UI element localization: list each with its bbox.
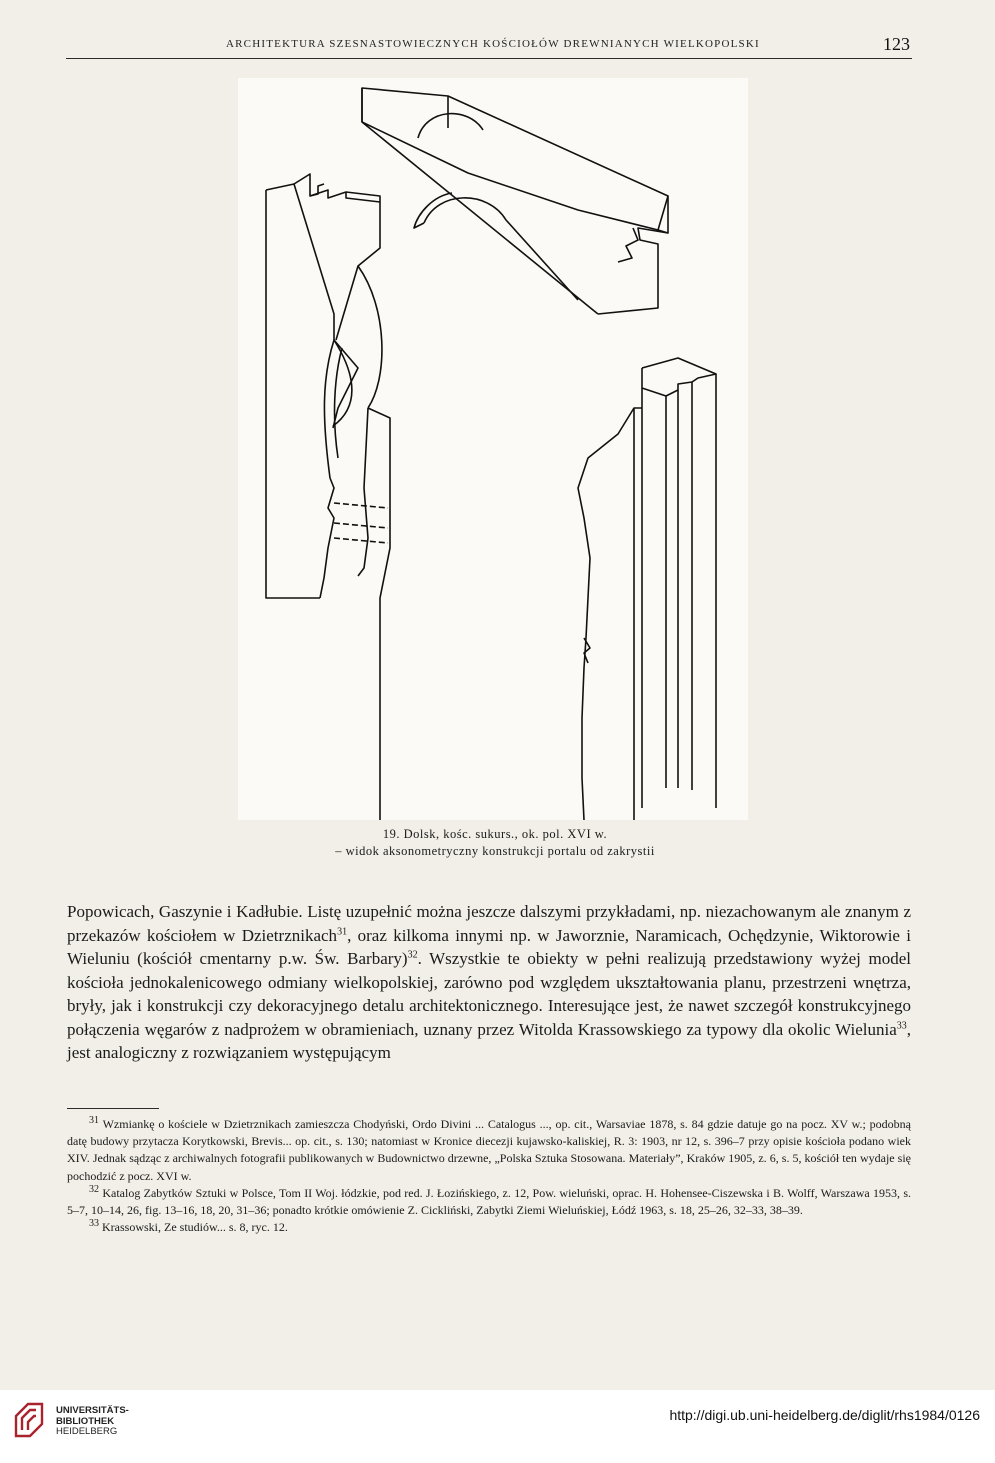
viewer-footer	[0, 1390, 995, 1463]
logo-line-2: BIBLIOTHEK	[56, 1415, 115, 1427]
portal-axonometric-drawing	[238, 78, 748, 820]
left-doorpost	[266, 174, 390, 820]
footnote-number: 32	[89, 1183, 99, 1195]
running-title: ARCHITEKTURA SZESNASTOWIECZNYCH KOŚCIOŁÓW DREWNIANYCH WIELKOPOLSKI	[226, 38, 760, 50]
running-head	[66, 36, 912, 59]
body-text-run: , jest analogiczny z rozwiązaniem występującym	[67, 1019, 911, 1062]
lintel-beam	[362, 88, 668, 314]
footnote-number: 31	[89, 1115, 99, 1126]
library-logo-text	[56, 1406, 129, 1438]
figure-drawing	[238, 78, 748, 820]
footnote-ref: 31	[337, 925, 348, 937]
footnote-31	[67, 1116, 911, 1185]
body-paragraph	[67, 900, 911, 1065]
logo-line-1: UNIVERSITÄTS-	[56, 1405, 129, 1416]
figure-caption	[240, 826, 750, 860]
body-text	[67, 900, 911, 1065]
footnote-text: Krassowski, Ze studiów... s. 8, ryc. 12.	[102, 1220, 288, 1235]
right-doorpost	[578, 358, 716, 820]
footnote-text: Katalog Zabytków Sztuki w Polsce, Tom II Woj. łódzkie, pod red. J. Łozińskiego, z. 12, Pow. wieluński, oprac. H. Hohensee-Ciszewska i B. Wolff, Warszawa 1953, s. 5–7, 10–14, 26, fig. 13–16, 18, 20, 31–36; ponadto krótkie omówienie Z. Cickliński, Zabytki Ziemi Wieluńskiej, Łódź 1963, s. 18, 25–26, 32–33, 38–39.	[67, 1185, 911, 1218]
body-text-run: . Wszystkie te obiekty w pełni realizują przedstawiony wyżej model kościoła jednokalenicowego odmiany wielkopolskiej, zarówno pod względem ukształtowania planu, przestrzeni wnętrza, bryły, jak i konstrukcji czy dekoracyjnego detalu architektonicznego. Interesujące jest, że nawet szczegół konstrukcyjnego połączenia węgarów z nadprożem w obramieniach, uznany przez Witolda Krassowskiego za typowy dla okolic Wielunia	[67, 949, 911, 1039]
footnote-number: 33	[89, 1218, 99, 1230]
university-library-logo-icon	[12, 1402, 46, 1438]
footnote-ref: 33	[896, 1019, 907, 1031]
logo-line-3: HEIDELBERG	[56, 1426, 118, 1437]
footnote-text: Wzmiankę o kościele w Dzietrznikach zamieszcza Chodyński, Ordo Divini ... Catalogus ..., op. cit., Warsaviae 1878, s. 84 gdzie datuje go na pocz. XV w.; podobną datę budowy przytacza Korytkowski, Brevis... op. cit., s. 130; natomiast w Kronice diecezji kujawsko-kaliskiej, R. 3: 1903, nr 12, s. 396–7 przy opisie kościoła podano wiek XIV. Jednak sądząc z archiwalnych fotografii publikowanych w Budownictwo drzewne, „Polska Sztuka Stosowana. Materiały”, Kraków 1905, z. 6, s. 5, kościół ten wydaje się pochodzić z pocz. XVI w.	[67, 1117, 911, 1183]
footnote-33	[67, 1219, 911, 1236]
footnote-ref: 32	[407, 949, 418, 961]
caption-line-1: 19. Dolsk, kośc. sukurs., ok. pol. XVI w.	[382, 827, 608, 841]
footnotes	[67, 1116, 911, 1236]
body-text-run: , oraz kilkoma innymi np. w Jaworznie, Naramicach, Ochędzynie, Wiktorowie i Wieluniu (kościół cmentarny p.w. Św. Barbary)	[67, 925, 912, 968]
footnote-32	[67, 1185, 911, 1219]
source-url-link[interactable]: http://digi.ub.uni-heidelberg.de/diglit/rhs1984/0126	[669, 1407, 980, 1423]
body-text-run: Popowicach, Gaszynie i Kadłubie. Listę uzupełnić można jeszcze dalszymi przykładami, np. niezachowanym ale znanym z przekazów kościołem w Dzietrznikach	[67, 902, 911, 945]
caption-line-2: – widok aksonometryczny konstrukcji portalu od zakrystii	[335, 844, 655, 858]
page-number: 123	[883, 34, 910, 54]
footnote-rule	[67, 1108, 159, 1109]
